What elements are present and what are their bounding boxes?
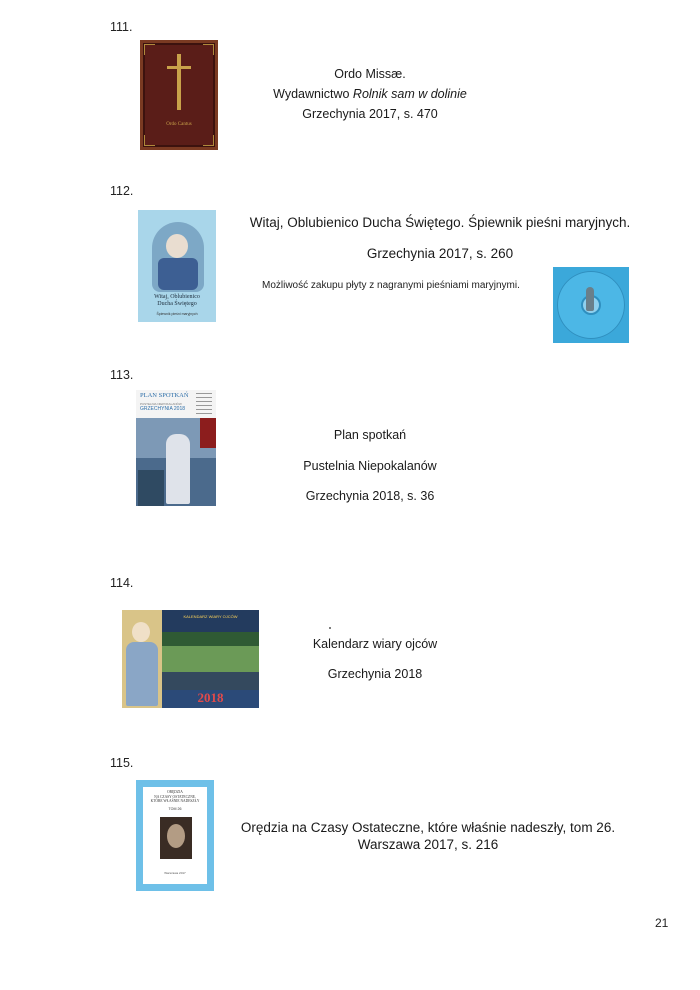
people-shape: [138, 470, 164, 506]
cover-line2: NA CZASY OSTATECZNE,: [154, 794, 196, 799]
face-icon: [166, 234, 188, 258]
ornament-icon: [144, 135, 155, 146]
book-cover-112: [138, 210, 216, 322]
item-number-114: 114.: [110, 576, 134, 590]
cd-note: Możliwość zakupu płyty z nagranymi pieśniami maryjnymi.: [262, 280, 520, 291]
calendar-cover-114: [122, 610, 259, 708]
item-title-113: Plan spotkań: [333, 428, 407, 442]
item-number-115: 115.: [110, 756, 134, 770]
calendar-header-title: KALENDARZ WIARY OJCÓW: [183, 614, 238, 619]
ornament-icon: [144, 44, 155, 55]
cover-title: Ordo Cantus: [166, 122, 192, 127]
item-number-113: 113.: [110, 368, 134, 382]
face-icon: [132, 622, 150, 642]
publisher-italic: Rolnik sam w dolinie: [352, 87, 467, 101]
robe-shape: [158, 258, 198, 290]
cd-image: [553, 267, 629, 343]
item-publisher-111: [230, 87, 510, 101]
cover-publisher: Warszawa 2017: [164, 871, 186, 875]
trees-shape: [162, 632, 259, 646]
item-place-year-115: Warszawa 2017, s. 216: [357, 837, 499, 852]
item-number-112: 112.: [110, 184, 134, 198]
item-number-111: 111.: [110, 20, 133, 34]
page-number: 21: [655, 916, 669, 930]
item-title-115: Orędzia na Czasy Ostateczne, które właśnie nadeszły, tom 26.: [240, 820, 616, 835]
ornament-icon: [203, 44, 214, 55]
book-cover-113: [136, 390, 216, 506]
item-title-112: Witaj, Oblubienico Ducha Świętego. Śpiewnik pieśni maryjnych.: [249, 215, 631, 230]
cover-subtitle: Śpiewnik pieśni maryjnych: [156, 312, 198, 316]
statue-icon: [586, 287, 594, 311]
book-cover-111: [140, 40, 218, 150]
crowd-shape: [162, 672, 259, 692]
cover-tom: TOM 26: [168, 807, 182, 811]
crucifix-icon: [177, 54, 181, 110]
cover-title: [143, 790, 207, 804]
cover-title: PLAN SPOTKAŃ: [140, 392, 189, 399]
publisher-prefix: Wydawnictwo: [273, 87, 353, 101]
calendar-year: 2018: [197, 690, 224, 705]
ornament-icon: [203, 135, 214, 146]
cover-line2: Ducha Świętego: [157, 301, 197, 307]
item-place-year-113: Grzechynia 2018, s. 36: [305, 489, 435, 503]
item-title-111: Ordo Missæ.: [334, 67, 406, 81]
face-icon: [167, 824, 185, 848]
speck: [329, 627, 331, 629]
cover-line1: ORĘDZIA: [167, 790, 183, 794]
item-publisher-113: Pustelnia Niepokalanów: [303, 459, 437, 473]
cover-line1: Witaj, Oblubienico: [154, 294, 200, 300]
book-cover-115: [136, 780, 214, 891]
item-place-year-111: Grzechynia 2017, s. 470: [302, 107, 438, 121]
banner-shape: [200, 418, 216, 448]
cover-line3: KTÓRE WŁAŚNIE NADESZŁY: [150, 799, 200, 803]
cover-title: [138, 294, 216, 308]
item-place-year-112: Grzechynia 2017, s. 260: [366, 246, 514, 261]
item-title-114: Kalendarz wiary ojców: [312, 637, 438, 651]
crucifix-icon: [167, 66, 191, 69]
item-place-year-114: Grzechynia 2018: [327, 667, 423, 681]
robe-shape: [126, 642, 158, 706]
cover-year: GRZECHYNIA 2018: [140, 406, 186, 412]
cover-subtitle: PUSTELNIA NIEPOKALANÓW: [140, 402, 182, 406]
priest-figure: [166, 434, 190, 504]
